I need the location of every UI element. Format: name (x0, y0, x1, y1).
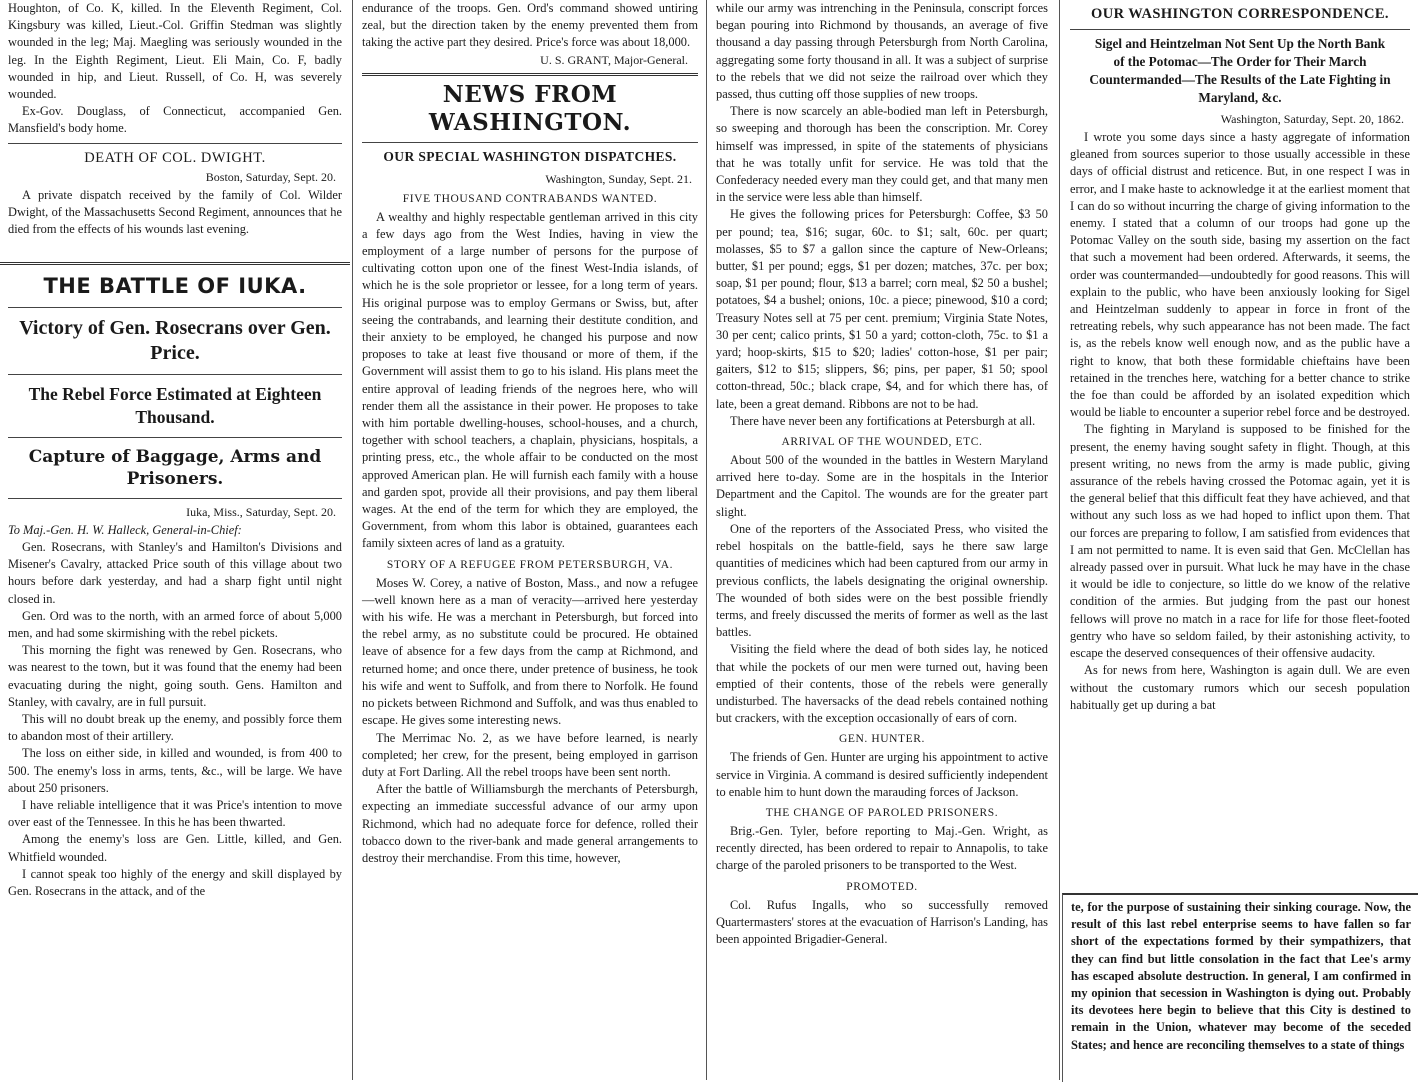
dateline: Washington, Sunday, Sept. 21. (545, 171, 692, 186)
article-text: He gives the following prices for Petersburgh: Coffee, $3 50 per pound; tea, $16; sugar, 60c. to $1; salt, 60c. per quart; molasses, $5 to $7 a gallon since the capture of New-Orleans; butter, $1 per pound; eggs, $1 per dozen; matches, 37c. per box; soap, $1 per pound; flour, $13 a barrel; corn meal, $2 50 a bushel; potatoes, $4 a bushel; onions, 10c. a piece; pinewood, $10 a cord; Treasury Notes sell at 75 per cent. premium; Virginia State Notes, 30 per cent; calico prints, $1 50 a yard; cotton-cloth, 75c. to $1 a yard; hoop-skirts, $15 to $20; ladies' cotton-hose, $1 per pair; gaiters, $12 to $15; slippers, $6; pins, per paper, $1 50; spool cotton-thread, 50c.; black crape, $4, and for which there has, of late, been a great demand. Ribbons are not to be had. (716, 207, 1048, 411)
article-text: One of the reporters of the Associated Press, who visited the rebel hospitals on the battle-field, says he there saw large quantities of medicines which had been captured from our army in previous conflicts, the labels designating the original ownership. The wounded of both sides were on the best possible friendly terms, and freely discussed the merits of former as well as the last battles. (716, 521, 1048, 640)
article-text: The fighting in Maryland is supposed to be finished for the present, the enemy having sought safety in flight. Though, at this present writing, no news from the army is made public, giving assurance of the rebels having crossed the Potomac again, yet it is the general belief that this difficult feat they have achieved, and that without any such loss as we had hoped to inflict upon them. That our forces are preparing to follow, I am satisfied from evidences that I am not permitted to name. It is even said that Gen. McClellan has already passed over in pursuit. What luck he may have in the chase it would be idle to conjecture, so little do we know of the relative condition of the armies. But judging from the past our honest fellows will prove no match in a race for life for those fleet-footed gentry who have so seldom failed, by their astonishing activity, to escape the deserved consequences of their offensive audacity. (1070, 422, 1410, 661)
article-text: Visiting the field where the dead of both sides lay, he noticed that while the pockets of our men were turned out, having been emptied of their contents, those of the rebels were generally undisturbed. The haversacks of the dead rebels contained nothing but crackers, with the exception occasionally of ears of corn. (716, 642, 1048, 726)
divider (8, 143, 342, 144)
article-text: endurance of the troops. Gen. Ord's command showed untiring zeal, but the direction taken by the enemy prevented them from taking the active part they desired. Price's force was about 18,000. (362, 1, 698, 50)
article-text: I have reliable intelligence that it was Price's intention to move over east of the Tennessee. In this he has been thwarted. (8, 798, 342, 830)
column-rule (706, 0, 707, 1080)
article-text: After the battle of Williamsburgh the merchants of Petersburgh, expecting an immediate successful advance of our army upon Richmond, which had no adequate force for defence, rolled their tobacco down to the river-bank and made general arrangements to destroy their merchandise. From this time, however, (362, 782, 698, 865)
article-text: A wealthy and highly respectable gentleman arrived in this city a few days ago from the West Indies, having in view the employment of a large number of persons for the purpose of cultivating cotton upon one of the finest West-India islands, of which he is the sole proprietor or lessee, for a long term of years. His original purpose was to employ Germans or Swiss, but, after seeing the contrabands, and learning their destitute condition, and their anxiety to be employed, he changed his purpose and now proposes to take at least five thousand or more of them, if the Government will assist them to go to his island. His plans meet the entire approval of leading friends of the negroes here, who will render them all the assistance in their power. He proposes to take with him portable dwelling-houses, school-houses, and a church, together with school teachers, a chaplain, physicians, hospitals, a printing press, etc., the whole affair to be conducted on the most approved American plan. He will furnish each family with a house and garden spot, provide all their provisions, and pay them liberal wages. At the end of the term for which they are employed, the Government, from whom this labor is obtained, guarantees each family sixteen acres of land as a gratuity. (362, 209, 698, 551)
dateline: Boston, Saturday, Sept. 20. (205, 169, 336, 184)
article-text: As for news from here, Washington is again dull. We are even without the customary rumors which our secesh population habitually get up during a bat (1070, 663, 1410, 712)
divider (362, 142, 698, 143)
article-text: Moses W. Corey, a native of Boston, Mass., and now a refugee—well known here as a man of veracity—arrived here yesterday with his wife. He was a merchant in Petersburgh, but forced into the rebel army, as no substitute could be procured. He obtained leave of absence for a few days from the camp at Richmond, and returned home; and once there, under pretence of business, he took his wife and went to Suffolk, and from there to Norfolk. He found no pickets between Richmond and Suffolk, and was thus enabled to escape. He gives some interesting news. (362, 575, 698, 728)
dateline: Iuka, Miss., Saturday, Sept. 20. (186, 505, 336, 519)
article-text: This morning the fight was renewed by Gen. Rosecrans, who was nearest to the town, but it was found that the enemy had been evacuating during the night, going south. Gens. Hamilton and Stanley, with cavalry, are in full pursuit. (8, 643, 342, 709)
article-text: Gen. Ord was to the north, with an armed force of about 5,000 men, and had some skirmishing with the rebel pickets. (8, 608, 342, 641)
headline: Capture of Baggage, Arms and Prisoners. (28, 447, 322, 489)
divider (362, 73, 698, 76)
article-text: About 500 of the wounded in the battles in Western Maryland arrived here to-day. Some are in the hospitals in the Interior Department and the Capitol. The wounds are for the greater part slight. (716, 453, 1048, 519)
column-3 (708, 0, 1056, 1055)
subheading: STORY OF A REFUGEE FROM PETERSBURGH, VA. (386, 558, 674, 571)
article-text: Col. Rufus Ingalls, who so successfully removed Quartermasters' stores at the evacuation of Harrison's Landing, has been appointed Brigadier-General. (716, 897, 1048, 946)
article-text: A private dispatch received by the family of Col. Wilder Dwight, of the Massachusetts Second Regiment, announces that he died from the effects of his wounds last evening. (8, 187, 342, 237)
article-text: The friends of Gen. Hunter are urging his appointment to active service in Virginia. A command is desired sufficiently independent to enable him to hunt down the marauding forces of Jackson. (716, 750, 1048, 799)
column-rule (1059, 0, 1060, 1080)
divider (0, 262, 350, 265)
article-text: Brig.-Gen. Tyler, before reporting to Maj.-Gen. Wright, as recently directed, has been ordered to repair to Annapolis, to take charge of the paroled prisoners to be transported to the West. (716, 823, 1048, 873)
divider (8, 307, 342, 308)
headline: Victory of Gen. Rosecrans over Gen. Price. (19, 317, 331, 364)
section-heading: OUR SPECIAL WASHINGTON DISPATCHES. (383, 148, 677, 164)
dateline: Washington, Saturday, Sept. 20, 1862. (1220, 112, 1404, 126)
divider (1070, 29, 1410, 30)
article-text: Ex-Gov. Douglass, of Connecticut, accompanied Gen. Mansfield's body home. (8, 104, 342, 136)
signature: U. S. GRANT, Major-General. (540, 52, 688, 67)
headline: OUR WASHINGTON CORRESPONDENCE. (1091, 6, 1389, 22)
subheading: FIVE THOUSAND CONTRABANDS WANTED. (402, 192, 658, 205)
article-text: while our army was intrenching in the Peninsula, conscript forces began pouring into Richmond by thousands, an average of five thousand a day passing through Petersburgh from North Carolina, aggregating some forty thousand in all. It was a subject of surprise to the rebels that we did not seize the railroad over which they passed, thus cutting off those supplies of new troops. (716, 1, 1048, 102)
subheading: PROMOTED. (846, 880, 918, 893)
article-text: I cannot speak too highly of the energy and skill displayed by Gen. Rosecrans in the attack, and of the (8, 866, 342, 899)
column-rule (352, 0, 353, 1080)
article-text: I wrote you some days since a hasty aggregate of information gleaned from sources superior to those usually accessible in these days of official distrust and reticence. But, in one respect I was in error, and I make haste to acknowledge it at the earliest moment that I can do so without incurring the charge of giving information to the enemy. I stated that a column of our troops had gone up the Potomac Valley on the south side, basing my assertion on the fact that such a movement had been ordered. Afterwards, it seems, the order was countermanded—undoubtedly for good reasons. This will explain to the public, who have been anxiously looking for Sigel and Heintzelman suddenly to appear in force in front of the retreating rebels, why such appearance has not been made. The fact is, as the rebels know well enough now, and as the public have a right to know, that both these formidable chieftains have been retained in the trenches here, watching for a better chance to strike the foe than could be afforded by an isolated expedition which would be liable to encounter a superior rebel force and be destroyed. (1070, 130, 1410, 420)
article-text: Gen. Rosecrans, with Stanley's and Hamilton's Divisions and Misener's Cavalry, attacked Price south of this village about two hours before dark yesterday, and had a sharp fight until night closed in. (8, 540, 342, 606)
article-text: Among the enemy's loss are Gen. Little, killed, and Gen. Whitfield wounded. (8, 832, 342, 864)
headline: THE BATTLE OF IUKA. (43, 274, 307, 298)
divider (8, 437, 342, 438)
divider (8, 498, 342, 499)
article-text: The Merrimac No. 2, as we have before learned, is nearly completed; her crew, for the present, being employed in garrison duty at Fort Darling. All the rebel troops have been sent north. (362, 730, 698, 779)
column-2 (354, 0, 706, 1080)
headline: NEWS FROM WASHINGTON. (428, 80, 632, 136)
continuation-box (1062, 893, 1418, 1082)
battle-article (0, 262, 350, 900)
subheading: ARRIVAL OF THE WOUNDED, ETC. (781, 436, 983, 449)
article-text: Houghton, of Co. K, killed. In the Eleventh Regiment, Col. Kingsbury was killed, Lieut.-Col. Griffin Stedman was slightly wounded in the leg; Maj. Maegling was seriously wounded in the leg. In the Eighth Regiment, Lieut. Eli Main, Co. F, badly wounded in hip, and Lieut. Russell, of Co. H, was severely wounded. (8, 1, 342, 102)
subheading: THE CHANGE OF PAROLED PRISONERS. (765, 806, 999, 819)
headline: The Rebel Force Estimated at Eighteen Thousand. (28, 384, 322, 427)
article-text: The loss on either side, in killed and wounded, is from 400 to 500. The enemy's loss in arms, tents, &c., will be large. We have about 250 prisoners. (8, 746, 342, 795)
article-text: There have never been any fortifications at Petersburgh at all. (730, 413, 1036, 428)
salutation: To Maj.-Gen. H. W. Halleck, General-in-Chief: (8, 523, 242, 537)
section-heading: DEATH OF COL. DWIGHT. (84, 149, 266, 166)
column-1 (0, 0, 350, 1080)
article-text: te, for the purpose of sustaining their sinking courage. Now, the result of this last rebel enterprise seems to have fallen so far short of the expectations formed by their sympathizers, that they can find but little consolation in the fact that Lee's army has escaped absolute destruction. In general, I am confirmed in my opinion that secession in Washington is dying out. Probably its devotees here begin to believe that this City is destined to remain in the Union, whatever may become of the seceded States; and hence are reconciling themselves to a state of things (1071, 900, 1411, 1052)
subheading: GEN. HUNTER. (838, 733, 926, 746)
article-text: There is now scarcely an able-bodied man left in Petersburgh, so sweeping and thorough has been the conscription. Mr. Corey himself was impressed, in spite of the statements of physicians that he was totally unfit for service. He was told that the Confederacy needed every man they could get, and that many men in the service were less able than himself. (716, 104, 1048, 205)
divider (8, 374, 342, 375)
deck-heading: Sigel and Heintzelman Not Sent Up the North Bank of the Potomac—The Order for Their March Countermanded—The Results of the Late Fighting in Maryland, &c. (1089, 36, 1391, 105)
article-text: This will no doubt break up the enemy, and possibly force them to abandon most of their artillery. (8, 712, 342, 744)
